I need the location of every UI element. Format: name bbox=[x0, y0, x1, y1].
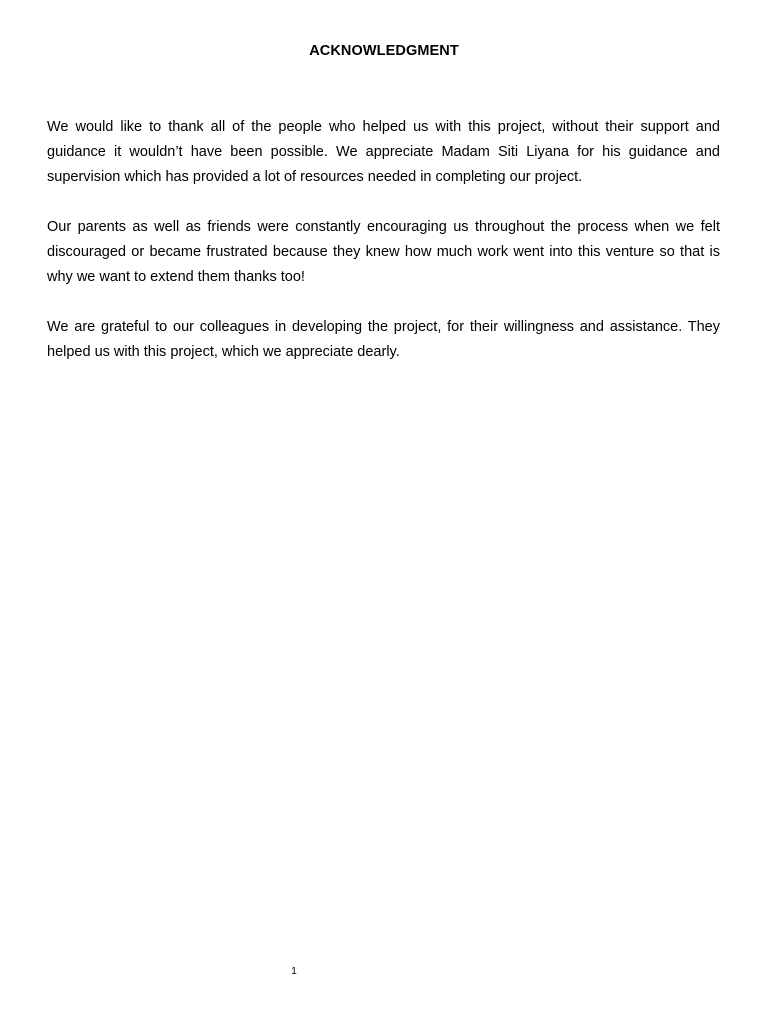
page-title: ACKNOWLEDGMENT bbox=[309, 43, 459, 59]
paragraph-thanks-supervisor: We would like to thank all of the people who helped us with this project, without their support and guidance it wouldn’t have been possible. We appreciate Madam Siti Liyana for his guidance and supervision which has provided a lot of resources needed in completing our project. bbox=[47, 119, 720, 185]
page-number: 1 bbox=[291, 966, 297, 977]
body-text bbox=[47, 115, 720, 390]
paragraph-thanks-parents-friends: Our parents as well as friends were constantly encouraging us throughout the process when we felt discouraged or became frustrated because they knew how much work went into this venture so that is why we want to extend them thanks too! bbox=[47, 219, 720, 285]
paragraph-thanks-colleagues: We are grateful to our colleagues in developing the project, for their willingness and assistance. They helped us with this project, which we appreciate dearly. bbox=[47, 319, 720, 360]
